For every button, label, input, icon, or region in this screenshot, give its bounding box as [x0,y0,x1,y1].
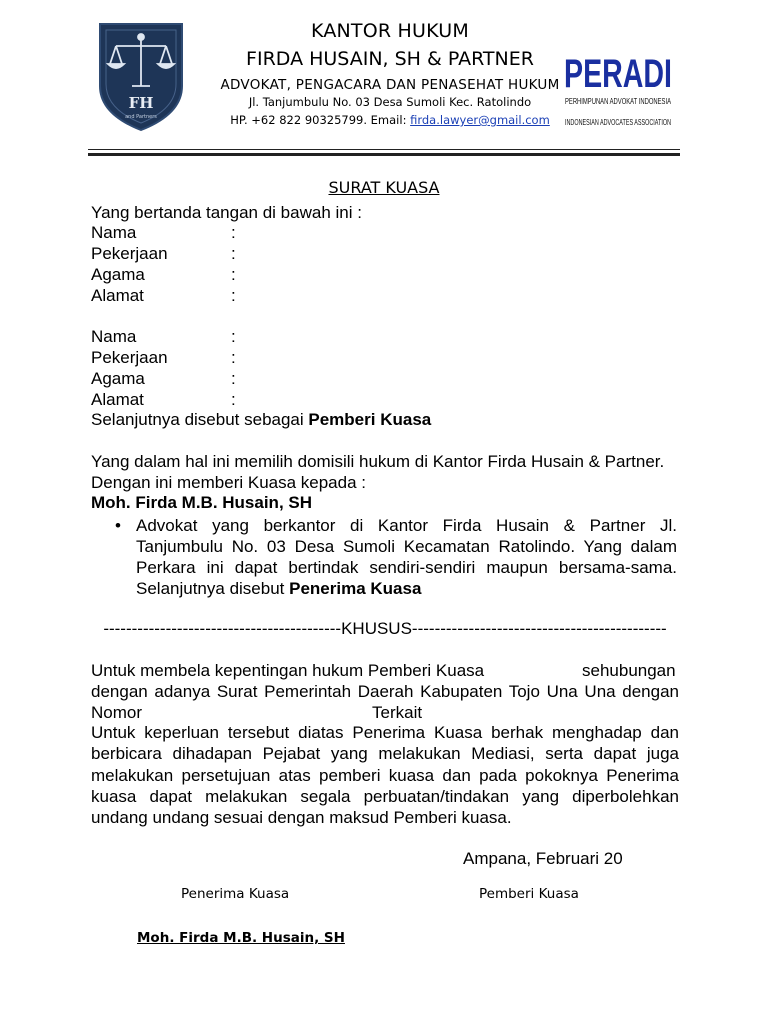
field-row [91,326,236,347]
field-row [91,347,236,368]
giver-signature-label: Pemberi Kuasa [479,886,579,902]
field-label: Nama [91,327,137,346]
purpose-line-a: Untuk membela kepentingan hukum Pemberi Kuasa [91,661,485,680]
field-row [91,243,236,264]
field-colon: : [231,327,236,346]
grantor-reference [91,409,431,430]
field-colon: : [231,348,236,367]
field-colon: : [231,223,236,242]
field-label: Agama [91,369,145,388]
field-label: Alamat [91,286,144,305]
field-row [91,264,236,285]
domicile-line: Yang dalam hal ini memilih domisili hukum di Kantor Firda Husain & Partner. [91,452,665,471]
peradi-logo [562,32,678,132]
authority-line: melakukan persetujuan atas pemberi kuasa dan pada pokoknya Penerima [91,766,679,785]
field-row [91,222,236,243]
authority-line: Untuk keperluan tersebut diatas Penerima Kuasa berhak menghadap dan [91,723,679,742]
grantor-prefix: Selanjutnya disebut sebagai [91,410,309,429]
grantee-reference [136,578,421,599]
header-divider-thick [88,153,680,156]
field-colon: : [231,390,236,409]
document-title: SURAT KUASA [328,178,440,197]
grantor-term: Pemberi Kuasa [308,410,432,429]
grant-line: Dengan ini memberi Kuasa kepada : [91,473,366,492]
field-label: Pekerjaan [91,244,168,263]
field-label: Pekerjaan [91,348,168,367]
authority-line-last: undang undang sesuai dengan maksud Pemberi kuasa. [91,808,512,827]
firm-logo [96,20,186,132]
logo-subtitle: and Partners [125,114,157,120]
attorney-name: Moh. Firda M.B. Husain, SH [91,493,313,512]
purpose-line-b: sehubungan [582,661,676,680]
place-date: Ampana, Februari 20 [463,849,623,868]
office-title: KANTOR HUKUM [311,20,469,42]
bullet-marker: • [115,516,121,535]
field-label: Alamat [91,390,144,409]
firm-contact [180,113,600,127]
field-label: Nama [91,223,137,242]
bullet-line: Tanjumbulu No. 03 Desa Sumoli Kecamatan Ratolindo. Yang dalam [136,537,677,556]
authority-line: berbicara dihadapan Pejabat yang melakukan Mediasi, serta dapat juga [91,744,679,763]
field-row [91,389,236,410]
authority-line: kuasa dapat melakukan segala perbuatan/tindakan yang diperbolehkan [91,787,679,806]
field-label: Agama [91,265,145,284]
header-divider-top [88,149,680,150]
khusus-divider: ------------------------------------------KHUSUS--------------------------------------------- [103,619,667,638]
contact-phone: HP. +62 822 90325799. Email: [230,113,411,127]
peradi-line2: INDONESIAN ADVOCATES ASSOCIATION [565,118,672,127]
field-colon: : [231,244,236,263]
receiver-signature-name: Moh. Firda M.B. Husain, SH [137,930,345,946]
firm-name: FIRDA HUSAIN, SH & PARTNER [246,48,534,70]
email-link[interactable]: firda.lawyer@gmail.com [410,113,550,127]
peradi-line1: PERHIMPUNAN ADVOKAT INDONESIA [565,97,672,106]
firm-address: Jl. Tanjumbulu No. 03 Desa Sumoli Kec. Ratolindo [248,95,532,109]
field-row [91,368,236,389]
intro-line: Yang bertanda tangan di bawah ini : [91,203,362,222]
purpose-line: dengan adanya Surat Pemerintah Daerah Kabupaten Tojo Una Una dengan [91,682,679,701]
peradi-name: PERADI [564,52,672,96]
bullet-line: Perkara ini dapat bertindak sendiri-sendiri maupun bersama-sama. [136,558,677,577]
field-colon: : [231,369,236,388]
field-colon: : [231,286,236,305]
firm-services: ADVOKAT, PENGACARA DAN PENASEHAT HUKUM [220,77,560,93]
receiver-signature-label: Penerima Kuasa [181,886,290,902]
bullet-line: Advokat yang berkantor di Kantor Firda Husain & Partner Jl. [136,516,677,535]
grantee-term: Penerima Kuasa [289,579,422,598]
nomor-label: Nomor [91,703,143,722]
terkait-label: Terkait [372,703,423,722]
logo-initials: FH [128,94,154,112]
field-row [91,285,236,306]
field-colon: : [231,265,236,284]
grantee-prefix: Selanjutnya disebut [136,579,290,598]
